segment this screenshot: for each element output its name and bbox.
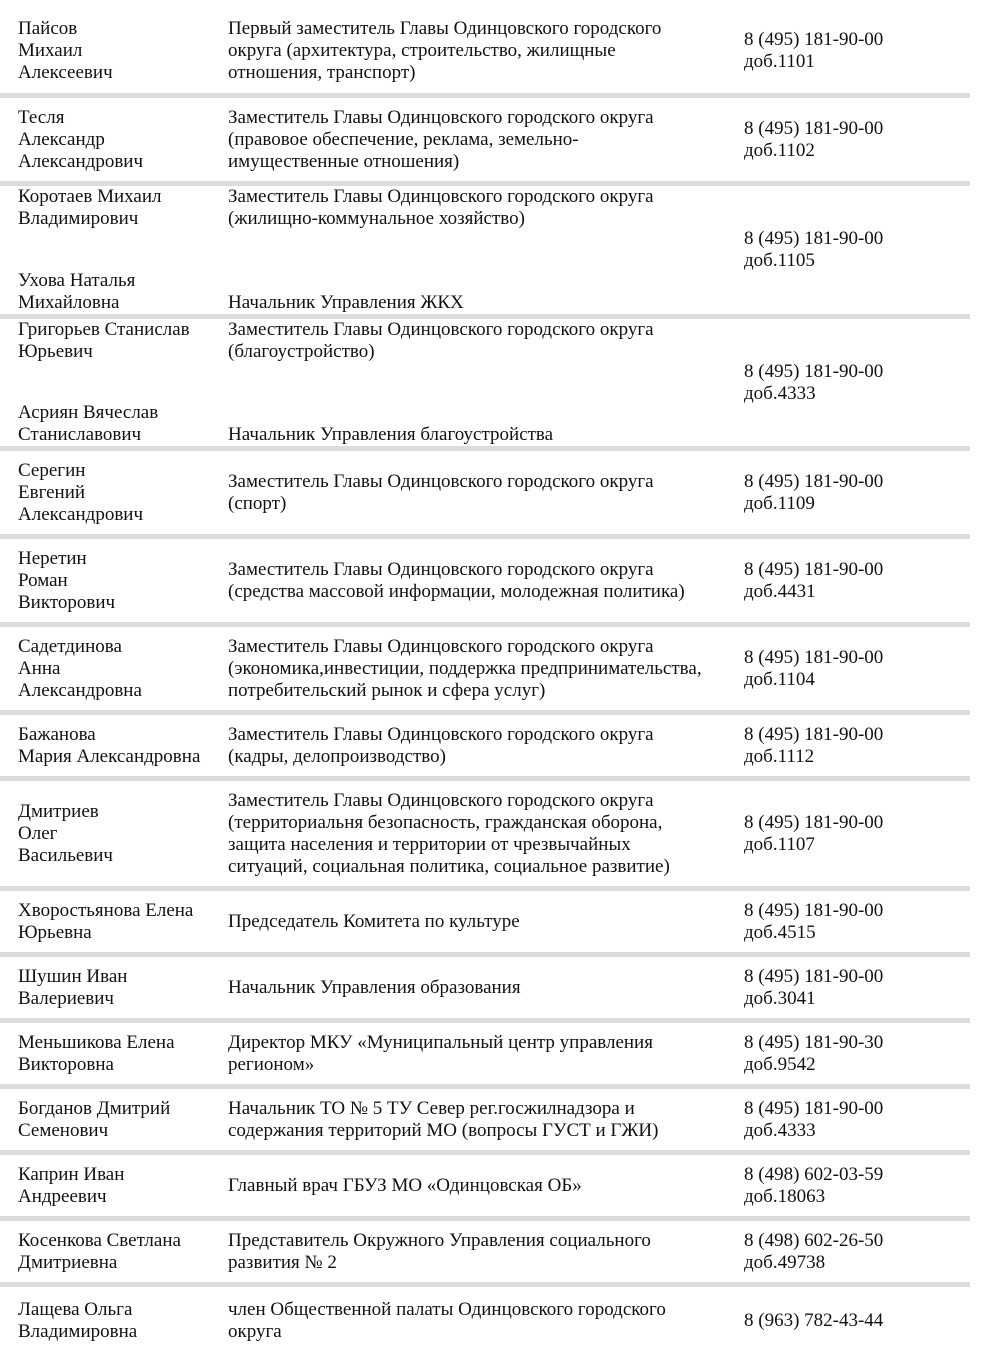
phone-cell bbox=[744, 724, 964, 768]
phone-cell bbox=[744, 471, 964, 515]
table-row bbox=[0, 186, 970, 319]
name-line: Каприн Иван bbox=[18, 1163, 125, 1185]
table-row bbox=[0, 891, 970, 957]
name-line: Хворостьянова Елена bbox=[18, 899, 194, 921]
role-line: Начальник Управления ЖКХ bbox=[228, 292, 464, 313]
name-cell bbox=[0, 1155, 228, 1216]
table-row bbox=[0, 1023, 970, 1089]
role-line: Заместитель Главы Одинцовского городского округа bbox=[228, 558, 654, 580]
name-line: Викторовна bbox=[18, 1053, 114, 1075]
name-line: Лащева Ольга bbox=[18, 1298, 133, 1320]
name-line: Владимирович bbox=[18, 208, 139, 229]
name-line: Григорьев Станислав bbox=[18, 319, 190, 340]
role-cell bbox=[228, 186, 744, 314]
table-row bbox=[0, 781, 970, 891]
role-line: Заместитель Главы Одинцовского городского округа bbox=[228, 186, 654, 207]
phone-extension: доб.1105 bbox=[744, 250, 815, 271]
name-line: Семенович bbox=[18, 1119, 109, 1141]
name-line: Садетдинова bbox=[18, 635, 122, 657]
phone-cell bbox=[744, 1310, 964, 1332]
phone-extension: доб.9542 bbox=[744, 1053, 816, 1075]
name-line: Тесля bbox=[18, 106, 65, 128]
name-line: Александровна bbox=[18, 679, 142, 701]
role-line: защита населения и территории от чрезвычайных bbox=[228, 833, 631, 855]
role-cell bbox=[228, 1023, 744, 1084]
role-block bbox=[228, 781, 744, 886]
name-cell bbox=[0, 98, 228, 181]
name-block bbox=[18, 957, 228, 1018]
name-line: Алексеевич bbox=[18, 62, 113, 83]
name-line: Богданов Дмитрий bbox=[18, 1097, 171, 1119]
role-cell bbox=[228, 891, 744, 952]
role-block bbox=[228, 715, 744, 776]
phone-number: 8 (963) 782-43-44 bbox=[744, 1309, 884, 1331]
role-line: Главный врач ГБУЗ МО «Одинцовская ОБ» bbox=[228, 1174, 582, 1196]
phone-number: 8 (495) 181-90-00 bbox=[744, 899, 884, 921]
person-a-name bbox=[18, 319, 228, 363]
table-row bbox=[0, 9, 970, 98]
role-cell bbox=[228, 98, 744, 181]
role-line: Начальник Управления благоустройства bbox=[228, 424, 554, 445]
name-cell bbox=[0, 627, 228, 710]
table-row bbox=[0, 1155, 970, 1221]
phone-cell bbox=[744, 1032, 964, 1076]
name-line: Косенкова Светлана bbox=[18, 1229, 181, 1251]
role-line: Представитель Окружного Управления социального bbox=[228, 1229, 651, 1251]
role-cell bbox=[228, 539, 744, 622]
phone-cell bbox=[744, 966, 964, 1010]
role-line: Начальник ТО № 5 ТУ Север рег.госжилнадзора и bbox=[228, 1097, 635, 1119]
role-block bbox=[228, 98, 744, 181]
name-block bbox=[18, 715, 228, 776]
name-cell bbox=[0, 891, 228, 952]
role-cell bbox=[228, 9, 744, 93]
name-line: Серегин bbox=[18, 459, 86, 481]
name-block bbox=[18, 98, 228, 181]
person-b-role bbox=[228, 424, 744, 446]
role-line: (средства массовой информации, молодежная политика) bbox=[228, 580, 685, 602]
phone-cell bbox=[744, 812, 964, 856]
role-block bbox=[228, 9, 744, 93]
name-block bbox=[18, 9, 228, 93]
name-line: Меньшикова Елена bbox=[18, 1031, 175, 1053]
phone-cell bbox=[744, 29, 964, 73]
phone-extension: доб.1104 bbox=[744, 668, 815, 690]
role-cell bbox=[228, 319, 744, 446]
person-a-role bbox=[228, 319, 744, 363]
role-line: округа bbox=[228, 1320, 282, 1342]
name-cell bbox=[0, 319, 228, 446]
phone-extension: доб.4333 bbox=[744, 382, 816, 404]
role-cell bbox=[228, 1221, 744, 1282]
role-line: член Общественной палаты Одинцовского городского bbox=[228, 1298, 666, 1320]
name-line: Дмитриев bbox=[18, 800, 99, 822]
name-line: Коротаев Михаил bbox=[18, 186, 162, 207]
role-line: Заместитель Главы Одинцовского городского округа bbox=[228, 106, 654, 128]
role-line: Заместитель Главы Одинцовского городского округа bbox=[228, 470, 654, 492]
phone-extension: доб.4515 bbox=[744, 921, 816, 943]
table-row bbox=[0, 627, 970, 715]
phone-cell bbox=[744, 1098, 964, 1142]
phone-number: 8 (495) 181-90-00 bbox=[744, 811, 884, 833]
role-group bbox=[228, 186, 744, 314]
role-block bbox=[228, 1287, 744, 1354]
name-line: Бажанова bbox=[18, 723, 96, 745]
name-line: Пайсов bbox=[18, 18, 78, 39]
role-cell bbox=[228, 1155, 744, 1216]
phone-extension: доб.1107 bbox=[744, 833, 815, 855]
name-group bbox=[18, 319, 228, 446]
name-line: Олег bbox=[18, 822, 58, 844]
name-line: Станиславович bbox=[18, 424, 142, 445]
person-b-role bbox=[228, 292, 744, 314]
role-line: Заместитель Главы Одинцовского городского округа bbox=[228, 635, 654, 657]
name-cell bbox=[0, 1023, 228, 1084]
role-line: (благоустройство) bbox=[228, 341, 375, 362]
role-group bbox=[228, 319, 744, 446]
phone-number: 8 (498) 602-03-59 bbox=[744, 1163, 884, 1185]
role-block bbox=[228, 539, 744, 622]
name-cell bbox=[0, 9, 228, 93]
table-row bbox=[0, 715, 970, 781]
person-b-name bbox=[18, 270, 228, 314]
phone-number: 8 (495) 181-90-00 bbox=[744, 360, 884, 382]
phone-cell bbox=[744, 647, 964, 691]
person-a-role bbox=[228, 186, 744, 230]
role-block bbox=[228, 957, 744, 1018]
name-block bbox=[18, 781, 228, 886]
phone-extension: доб.4333 bbox=[744, 1119, 816, 1141]
name-block bbox=[18, 451, 228, 534]
phone-cell bbox=[744, 900, 964, 944]
name-line: Владимировна bbox=[18, 1320, 138, 1342]
name-line: Александр bbox=[18, 128, 105, 150]
role-line: (кадры, делопроизводство) bbox=[228, 745, 446, 767]
name-line: Шушин Иван bbox=[18, 965, 128, 987]
role-block bbox=[228, 891, 744, 952]
name-block bbox=[18, 539, 228, 622]
phone-cell bbox=[744, 361, 964, 405]
role-line: Заместитель Главы Одинцовского городского округа bbox=[228, 319, 654, 340]
role-cell bbox=[228, 781, 744, 886]
role-line: развития № 2 bbox=[228, 1251, 337, 1273]
table-row bbox=[0, 1287, 970, 1354]
phone-number: 8 (495) 181-90-00 bbox=[744, 29, 884, 50]
role-line: округа (архитектура, строительство, жилищные bbox=[228, 40, 616, 61]
name-cell bbox=[0, 1089, 228, 1150]
name-group bbox=[18, 186, 228, 314]
person-b-name bbox=[18, 402, 228, 446]
role-line: отношения, транспорт) bbox=[228, 62, 416, 83]
name-line: Евгений bbox=[18, 481, 86, 503]
role-line: (жилищно-коммунальное хозяйство) bbox=[228, 208, 525, 229]
phone-number: 8 (495) 181-90-00 bbox=[744, 117, 884, 139]
name-line: Валериевич bbox=[18, 987, 114, 1009]
name-cell bbox=[0, 539, 228, 622]
phone-number: 8 (495) 181-90-00 bbox=[744, 723, 884, 745]
name-line: Александрович bbox=[18, 503, 144, 525]
phone-extension: доб.1101 bbox=[744, 51, 815, 72]
name-block bbox=[18, 627, 228, 710]
role-line: Первый заместитель Главы Одинцовского городского bbox=[228, 18, 662, 39]
phone-cell bbox=[744, 118, 964, 162]
name-block bbox=[18, 1155, 228, 1216]
phone-extension: доб.1102 bbox=[744, 139, 815, 161]
role-line: Директор МКУ «Муниципальный центр управления bbox=[228, 1031, 653, 1053]
role-line: (территориальня безопасность, гражданская оборона, bbox=[228, 811, 663, 833]
phone-number: 8 (495) 181-90-00 bbox=[744, 558, 884, 580]
name-line: Асриян Вячеслав bbox=[18, 402, 159, 423]
phone-extension: доб.4431 bbox=[744, 580, 816, 602]
name-line: Андреевич bbox=[18, 1185, 107, 1207]
role-cell bbox=[228, 957, 744, 1018]
role-line: имущественные отношения) bbox=[228, 150, 460, 172]
name-line: Михаил bbox=[18, 40, 83, 61]
name-line: Анна bbox=[18, 657, 61, 679]
name-line: Мария Александровна bbox=[18, 745, 201, 767]
role-line: потребительский рынок и сфера услуг) bbox=[228, 679, 546, 701]
role-line: содержания территорий МО (вопросы ГУСТ и ГЖИ) bbox=[228, 1119, 659, 1141]
phone-extension: доб.1109 bbox=[744, 492, 815, 514]
phone-cell bbox=[744, 228, 964, 272]
table-row bbox=[0, 451, 970, 539]
table-row bbox=[0, 319, 970, 451]
name-cell bbox=[0, 1287, 228, 1354]
phone-extension: доб.3041 bbox=[744, 987, 816, 1009]
phone-extension: доб.18063 bbox=[744, 1185, 826, 1207]
name-line: Михайловна bbox=[18, 292, 120, 313]
role-line: Председатель Комитета по культуре bbox=[228, 910, 520, 932]
phone-number: 8 (495) 181-90-00 bbox=[744, 646, 884, 668]
name-cell bbox=[0, 781, 228, 886]
role-cell bbox=[228, 715, 744, 776]
name-cell bbox=[0, 186, 228, 314]
phone-cell bbox=[744, 1164, 964, 1208]
phone-extension: доб.1112 bbox=[744, 745, 815, 767]
role-block bbox=[228, 1221, 744, 1282]
phone-number: 8 (495) 181-90-00 bbox=[744, 470, 884, 492]
phone-cell bbox=[744, 559, 964, 603]
phone-number: 8 (495) 181-90-30 bbox=[744, 1031, 884, 1053]
role-block bbox=[228, 451, 744, 534]
name-cell bbox=[0, 1221, 228, 1282]
table-row bbox=[0, 1221, 970, 1287]
role-line: регионом» bbox=[228, 1053, 315, 1075]
phone-number: 8 (498) 602-26-50 bbox=[744, 1229, 884, 1251]
role-cell bbox=[228, 1089, 744, 1150]
name-cell bbox=[0, 715, 228, 776]
table-row bbox=[0, 957, 970, 1023]
name-line: Юрьевна bbox=[18, 921, 92, 943]
name-line: Дмитриевна bbox=[18, 1251, 118, 1273]
role-block bbox=[228, 1089, 744, 1150]
role-line: (спорт) bbox=[228, 492, 287, 514]
phone-number: 8 (495) 181-90-00 bbox=[744, 1097, 884, 1119]
table-row bbox=[0, 98, 970, 186]
role-line: Заместитель Главы Одинцовского городского округа bbox=[228, 789, 654, 811]
role-line: Заместитель Главы Одинцовского городского округа bbox=[228, 723, 654, 745]
role-block bbox=[228, 1023, 744, 1084]
role-cell bbox=[228, 451, 744, 534]
name-block bbox=[18, 1023, 228, 1084]
phone-cell bbox=[744, 1230, 964, 1274]
role-line: ситуаций, социальная политика, социальное развитие) bbox=[228, 855, 670, 877]
name-line: Ухова Наталья bbox=[18, 270, 136, 291]
role-block bbox=[228, 1155, 744, 1216]
name-block bbox=[18, 1221, 228, 1282]
name-line: Юрьевич bbox=[18, 341, 93, 362]
name-line: Александрович bbox=[18, 150, 144, 172]
role-cell bbox=[228, 1287, 744, 1354]
name-line: Васильевич bbox=[18, 844, 113, 866]
name-cell bbox=[0, 957, 228, 1018]
name-line: Роман bbox=[18, 569, 68, 591]
phone-number: 8 (495) 181-90-00 bbox=[744, 965, 884, 987]
role-line: (экономика,инвестиции, поддержка предпринимательства, bbox=[228, 657, 702, 679]
name-cell bbox=[0, 451, 228, 534]
role-line: Начальник Управления образования bbox=[228, 976, 521, 998]
table-row bbox=[0, 1089, 970, 1155]
table-row bbox=[0, 539, 970, 627]
name-block bbox=[18, 1089, 228, 1150]
role-block bbox=[228, 627, 744, 710]
role-line: (правовое обеспечение, реклама, земельно- bbox=[228, 128, 579, 150]
name-block bbox=[18, 891, 228, 952]
name-block bbox=[18, 1287, 228, 1354]
phone-extension: доб.49738 bbox=[744, 1251, 826, 1273]
name-line: Неретин bbox=[18, 547, 87, 569]
phone-number: 8 (495) 181-90-00 bbox=[744, 228, 884, 249]
name-line: Викторович bbox=[18, 591, 116, 613]
person-a-name bbox=[18, 186, 228, 230]
role-cell bbox=[228, 627, 744, 710]
